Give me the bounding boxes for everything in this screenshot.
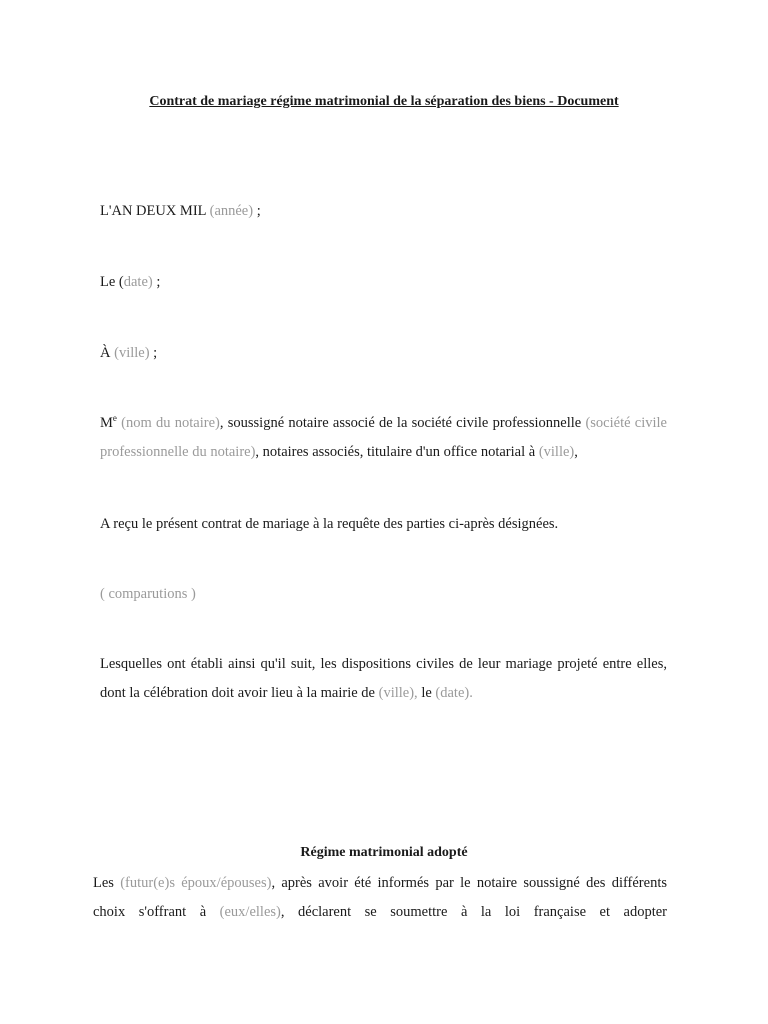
date-line-end: ; (152, 274, 161, 290)
notary-text-2: , notaires associés, titulaire d'un office notarial à (255, 444, 539, 460)
notary-title-sup: e (112, 413, 117, 424)
year-line-end: ; (253, 203, 261, 219)
received-line: A reçu le présent contrat de mariage à la requête des parties ci-après désignées. (100, 516, 559, 532)
date-placeholder: date) (123, 274, 153, 290)
regime-paragraph (93, 869, 667, 927)
city-line-end: ; (149, 345, 158, 361)
notary-paragraph (100, 409, 667, 467)
year-line (100, 203, 261, 220)
dispositions-paragraph (100, 650, 667, 708)
wedding-city-placeholder: (ville), (378, 685, 418, 701)
date-line-text: Le ( (100, 274, 124, 290)
city-placeholder: (ville) (114, 345, 150, 361)
notary-text-1: , soussigné notaire associé de la société civile professionnelle (219, 415, 586, 431)
regime-text-1: Les (93, 875, 121, 891)
city-line-text: À (100, 345, 115, 361)
dispositions-text-1: Lesquelles ont établi ainsi qu'il suit, les dispositions civiles de leur mariage projeté entre elles, dont la célébration doit avoir lieu à la mairie de (100, 656, 667, 701)
section-heading: Régime matrimonial adopté (300, 845, 468, 860)
regime-text-2: , après avoir été informés par le notaire soussigné des différents choix s'offrant à (93, 875, 667, 920)
city-line (100, 345, 157, 362)
dispositions-text-2: le (417, 685, 436, 701)
year-line-text: L'AN DEUX MIL (100, 203, 210, 219)
notary-name-placeholder: (nom du notaire) (116, 415, 220, 431)
office-city-placeholder: (ville) (538, 444, 575, 460)
notary-text-3: , (574, 444, 578, 460)
scp-placeholder: (société civile professionnelle du notaire) (100, 415, 667, 460)
document-title: Contrat de mariage régime matrimonial de la séparation des biens - Document (149, 94, 619, 109)
spouses-placeholder: (futur(e)s époux/épouses) (120, 875, 272, 891)
them-placeholder: (eux/elles) (219, 904, 281, 920)
date-line (100, 274, 160, 291)
wedding-date-placeholder: (date). (435, 685, 473, 701)
notary-title: M (100, 415, 113, 431)
comparutions-placeholder: ( comparutions ) (100, 586, 196, 602)
year-placeholder: (année) (209, 203, 254, 219)
regime-text-3: , déclarent se soumettre à la loi française et adopter (280, 904, 668, 920)
